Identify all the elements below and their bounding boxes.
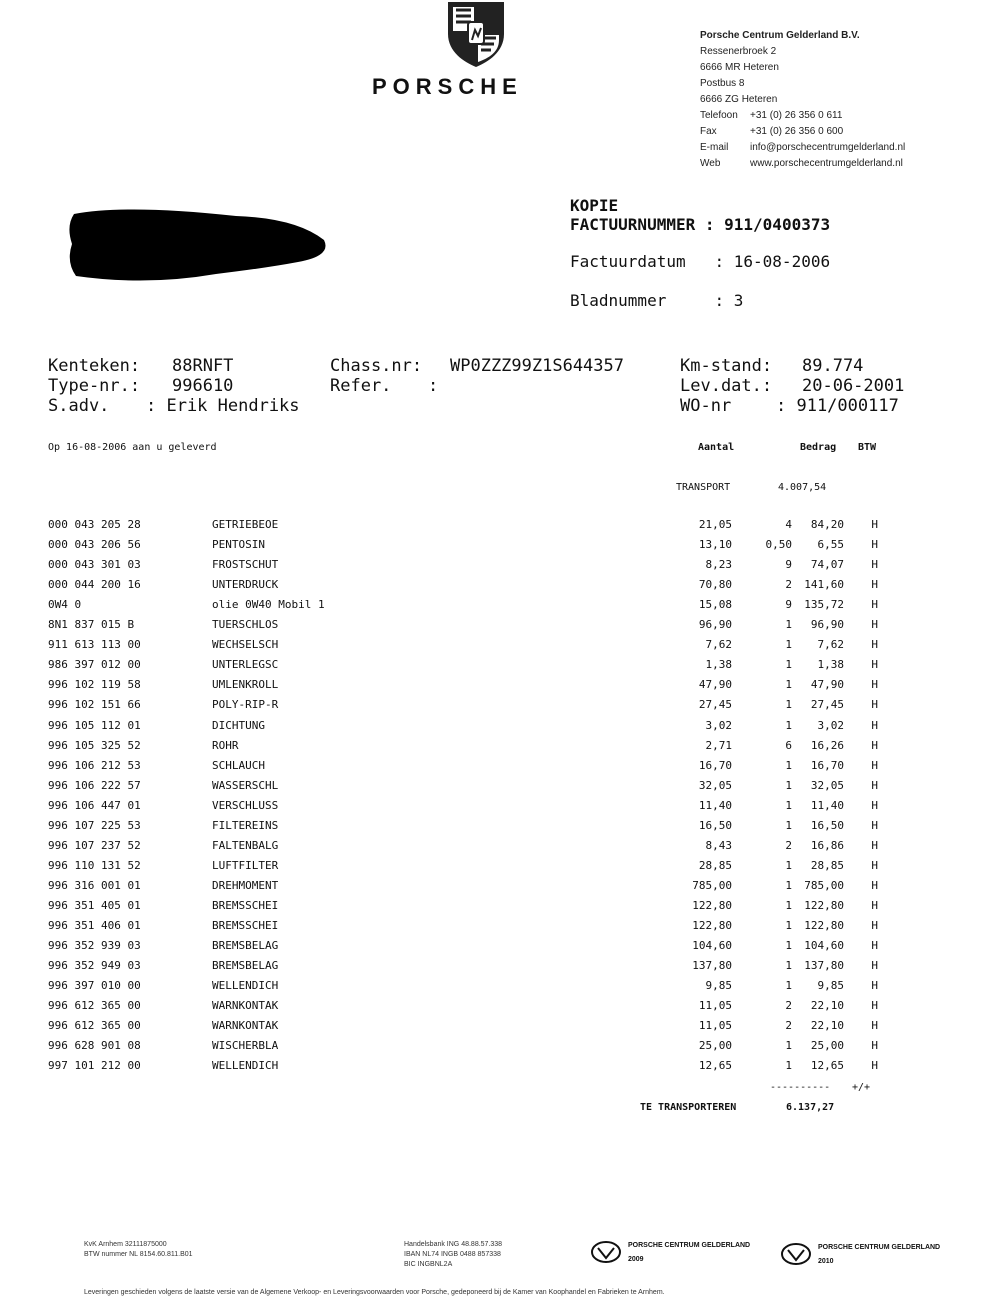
vat-code: H xyxy=(871,578,878,592)
quantity: 1 xyxy=(785,1039,792,1053)
part-number: 997 101 212 00 xyxy=(48,1059,141,1073)
line-amount: 135,72 xyxy=(804,598,844,612)
contact-value: info@porschecentrumgelderland.nl xyxy=(750,142,906,153)
line-amount: 27,45 xyxy=(810,698,844,712)
line-amount: 7,62 xyxy=(817,638,844,652)
vat-code: H xyxy=(871,698,878,712)
table-row xyxy=(48,879,888,899)
vat-code: H xyxy=(871,718,878,732)
carry-forward-label: TE TRANSPORTEREN xyxy=(640,1102,737,1113)
vat-code: H xyxy=(871,518,878,531)
quantity: 6 xyxy=(785,738,792,752)
part-description: BREMSSCHEI xyxy=(212,898,279,912)
vat-code: H xyxy=(871,898,878,912)
part-description: WASSERSCHL xyxy=(212,778,279,792)
vat-number-line: BTW nummer NL 8154.60.811.B01 xyxy=(84,1251,193,1258)
table-row xyxy=(48,799,888,819)
copy-label: KOPIE xyxy=(570,196,619,215)
bank-line: Handelsbank ING 48.88.57.338 xyxy=(404,1241,503,1248)
unit-price: 122,80 xyxy=(692,919,732,932)
porsche-crest-logo xyxy=(444,0,508,68)
part-description: UNTERLEGSC xyxy=(212,658,279,672)
unit-price: 12,65 xyxy=(698,1059,732,1073)
part-description: olie 0W40 Mobil 1 xyxy=(212,598,325,612)
table-row xyxy=(48,618,888,638)
table-row xyxy=(48,678,888,698)
line-amount: 6,55 xyxy=(817,538,844,552)
contact-email xyxy=(700,140,905,156)
page-label: Bladnummer xyxy=(570,291,667,310)
part-number: 996 106 212 53 xyxy=(48,758,141,772)
part-number: 0W4 0 xyxy=(48,598,82,612)
vat-code: H xyxy=(871,878,878,892)
address-line: 6666 MR Heteren xyxy=(700,62,779,73)
contact-label: E-mail xyxy=(700,142,729,153)
table-row xyxy=(48,1039,888,1059)
vat-code: H xyxy=(871,658,878,672)
line-amount: 74,07 xyxy=(810,558,844,572)
vat-code: H xyxy=(871,1039,878,1053)
part-description: FILTEREINS xyxy=(212,818,279,832)
vat-code: H xyxy=(871,979,878,993)
table-row xyxy=(48,638,888,658)
part-description: FALTENBALG xyxy=(212,838,279,852)
line-amount: 47,90 xyxy=(810,678,844,692)
part-number: 000 043 301 03 xyxy=(48,558,141,572)
part-description: ROHR xyxy=(212,738,239,752)
unit-price: 137,80 xyxy=(692,959,732,973)
contact-label: Telefoon xyxy=(700,110,738,121)
line-amount: 9,85 xyxy=(817,979,844,993)
part-description: WECHSELSCH xyxy=(212,638,279,652)
invoice-date: 16-08-2006 xyxy=(733,252,831,271)
part-number: 996 105 325 52 xyxy=(48,738,141,752)
part-description: WISCHERBLA xyxy=(212,1039,279,1053)
bank-details xyxy=(404,1240,502,1270)
dealer-seal-icon xyxy=(590,1240,622,1264)
table-row xyxy=(48,979,888,999)
bank-line: BIC INGBNL2A xyxy=(404,1261,453,1268)
type-label: Type-nr.: xyxy=(48,376,141,396)
table-row xyxy=(48,959,888,979)
vat-code: H xyxy=(871,558,878,572)
part-description: FROSTSCHUT xyxy=(212,558,279,572)
contact-value: +31 (0) 26 356 0 611 xyxy=(750,110,843,121)
part-number: 996 105 112 01 xyxy=(48,718,141,732)
line-amount: 141,60 xyxy=(804,578,844,592)
unit-price: 96,90 xyxy=(698,618,732,632)
line-amount: 16,70 xyxy=(810,758,844,772)
table-row xyxy=(48,999,888,1019)
part-number: 996 612 365 00 xyxy=(48,1019,141,1033)
quantity: 1 xyxy=(785,898,792,912)
vat-code: H xyxy=(871,538,878,552)
unit-price: 11,40 xyxy=(698,798,732,812)
part-number: 996 351 405 01 xyxy=(48,898,141,912)
part-number: 986 397 012 00 xyxy=(48,658,141,672)
bank-line: IBAN NL74 INGB 0488 857338 xyxy=(404,1251,501,1258)
unit-price: 70,80 xyxy=(698,578,732,592)
part-number: 996 107 225 53 xyxy=(48,818,141,832)
column-header-btw: BTW xyxy=(858,442,877,453)
refer-label: Refer. xyxy=(330,376,392,396)
unit-price: 47,90 xyxy=(698,678,732,692)
quantity: 2 xyxy=(785,838,792,852)
unit-price: 16,70 xyxy=(698,758,732,772)
quantity: 1 xyxy=(785,718,792,732)
unit-price: 7,62 xyxy=(705,638,732,652)
vat-code: H xyxy=(871,999,878,1013)
quantity: 0,50 xyxy=(765,538,792,552)
part-number: 996 106 222 57 xyxy=(48,778,141,792)
line-amount: 122,80 xyxy=(804,898,844,912)
table-row xyxy=(48,578,888,598)
line-amount: 16,86 xyxy=(810,838,844,852)
unit-price: 11,05 xyxy=(698,1019,732,1033)
quantity: 1 xyxy=(785,818,792,832)
part-number: 996 107 237 52 xyxy=(48,838,141,852)
contact-label: Web xyxy=(700,158,721,169)
line-amount: 1,38 xyxy=(817,658,844,672)
part-description: WELLENDICH xyxy=(212,1059,279,1073)
part-description: TUERSCHLOS xyxy=(212,618,279,632)
table-row xyxy=(48,558,888,578)
vat-code: H xyxy=(871,919,878,932)
unit-price: 1,38 xyxy=(705,658,732,672)
contact-value: www.porschecentrumgelderland.nl xyxy=(750,158,903,169)
kenteken-value: 88RNFT xyxy=(172,356,234,376)
table-row xyxy=(48,658,888,678)
vat-code: H xyxy=(871,678,878,692)
address-line: Ressenerbroek 2 xyxy=(700,46,777,57)
sum-separator: ---------- xyxy=(770,1082,831,1093)
unit-price: 122,80 xyxy=(692,898,732,912)
part-description: BREMSBELAG xyxy=(212,959,279,973)
table-row xyxy=(48,719,888,739)
part-description: WARNKONTAK xyxy=(212,1019,279,1033)
invoice-number-label: FACTUURNUMMER xyxy=(570,215,696,234)
column-header-qty: Aantal xyxy=(698,442,735,453)
part-description: BREMSBELAG xyxy=(212,939,279,953)
quantity: 9 xyxy=(785,558,792,572)
table-row xyxy=(48,839,888,859)
line-amount: 28,85 xyxy=(810,858,844,872)
quantity: 1 xyxy=(785,758,792,772)
table-row xyxy=(48,739,888,759)
unit-price: 27,45 xyxy=(698,698,732,712)
address-line: Postbus 8 xyxy=(700,78,745,89)
part-description: DREHMOMENT xyxy=(212,878,279,892)
vat-code: H xyxy=(871,838,878,852)
seal-name: PORSCHE CENTRUM GELDERLAND xyxy=(818,1244,941,1251)
table-row xyxy=(48,939,888,959)
refer-value: : xyxy=(428,376,439,396)
part-number: 996 397 010 00 xyxy=(48,979,141,993)
dealer-name: Porsche Centrum Gelderland B.V. xyxy=(700,30,860,41)
vat-code: H xyxy=(871,858,878,872)
part-description: GETRIEBEOE xyxy=(212,518,279,531)
part-number: 996 102 151 66 xyxy=(48,698,141,712)
delivery-date-label: Lev.dat.: xyxy=(680,376,773,396)
line-amount: 11,40 xyxy=(810,798,844,812)
part-description: POLY-RIP-R xyxy=(212,698,279,712)
part-number: 000 043 206 56 xyxy=(48,538,141,552)
part-number: 911 613 113 00 xyxy=(48,638,141,652)
redacted-customer-address xyxy=(66,204,334,284)
line-amount: 3,02 xyxy=(817,718,844,732)
part-number: 8N1 837 015 B xyxy=(48,618,135,632)
unit-price: 2,71 xyxy=(705,738,732,752)
part-number: 996 106 447 01 xyxy=(48,798,141,812)
seal-year: 2009 xyxy=(628,1256,644,1263)
vat-code: H xyxy=(871,598,878,612)
part-description: WELLENDICH xyxy=(212,979,279,993)
quantity: 1 xyxy=(785,778,792,792)
unit-price: 16,50 xyxy=(698,818,732,832)
dealer-address-block xyxy=(700,28,905,172)
unit-price: 104,60 xyxy=(692,939,732,953)
quantity: 1 xyxy=(785,919,792,932)
quantity: 1 xyxy=(785,1059,792,1073)
porsche-wordmark: PORSCHE xyxy=(372,74,523,99)
chassis-label: Chass.nr: xyxy=(330,356,423,376)
contact-value: +31 (0) 26 356 0 600 xyxy=(750,126,844,137)
quantity: 1 xyxy=(785,638,792,652)
part-number: 996 351 406 01 xyxy=(48,919,141,932)
part-number: 996 102 119 58 xyxy=(48,678,141,692)
vat-code: H xyxy=(871,1059,878,1073)
quantity: 1 xyxy=(785,618,792,632)
table-row xyxy=(48,1059,888,1079)
vat-code: H xyxy=(871,798,878,812)
table-row xyxy=(48,1019,888,1039)
work-order-label: WO-nr xyxy=(680,396,732,416)
vat-code: H xyxy=(871,638,878,652)
unit-price: 9,85 xyxy=(705,979,732,993)
line-amount: 16,26 xyxy=(810,738,844,752)
vat-code: H xyxy=(871,738,878,752)
quantity: 1 xyxy=(785,658,792,672)
dealer-seal-icon xyxy=(780,1242,812,1266)
part-description: DICHTUNG xyxy=(212,718,265,732)
quantity: 4 xyxy=(785,518,792,531)
table-row xyxy=(48,899,888,919)
transport-label: TRANSPORT xyxy=(676,482,731,493)
part-number: 996 612 365 00 xyxy=(48,999,141,1013)
vat-code: H xyxy=(871,778,878,792)
vat-code: H xyxy=(871,818,878,832)
line-amount: 84,20 xyxy=(810,518,844,531)
part-description: BREMSSCHEI xyxy=(212,919,279,932)
line-amount: 96,90 xyxy=(810,618,844,632)
company-registration xyxy=(84,1240,193,1260)
chassis-value: WP0ZZZ99Z1S644357 xyxy=(450,356,624,376)
contact-fax xyxy=(700,124,905,140)
seal-name: PORSCHE CENTRUM GELDERLAND xyxy=(628,1242,751,1249)
delivered-note: Op 16-08-2006 aan u geleverd xyxy=(48,442,217,453)
work-order-value: : 911/000117 xyxy=(776,396,899,416)
quantity: 1 xyxy=(785,959,792,973)
line-amount: 22,10 xyxy=(810,999,844,1013)
quantity: 1 xyxy=(785,798,792,812)
line-amount: 32,05 xyxy=(810,778,844,792)
invoice-date-label: Factuurdatum xyxy=(570,252,686,271)
unit-price: 25,00 xyxy=(698,1039,732,1053)
line-amount: 104,60 xyxy=(804,939,844,953)
quantity: 2 xyxy=(785,578,792,592)
transport-value: 4.007,54 xyxy=(778,482,827,493)
part-number: 000 044 200 16 xyxy=(48,578,141,592)
vat-code: H xyxy=(871,758,878,772)
quantity: 2 xyxy=(785,1019,792,1033)
carry-forward-value: 6.137,27 xyxy=(786,1102,835,1113)
table-row xyxy=(48,538,888,558)
unit-price: 8,43 xyxy=(705,838,732,852)
table-row xyxy=(48,819,888,839)
contact-label: Fax xyxy=(700,126,717,137)
table-row xyxy=(48,698,888,718)
invoice-number: 911/0400373 xyxy=(724,215,831,234)
table-row xyxy=(48,859,888,879)
part-description: SCHLAUCH xyxy=(212,758,265,772)
terms-note: Leveringen geschieden volgens de laatste versie van de Algemene Verkoop- en Leveringsvoorwaarden voor Porsche, gedeponeerd bij de Kamer van Koophandel en Fabrieken te Arnhem. xyxy=(84,1289,665,1296)
quantity: 1 xyxy=(785,939,792,953)
unit-price: 8,23 xyxy=(705,558,732,572)
quantity: 1 xyxy=(785,678,792,692)
table-row xyxy=(48,518,888,538)
table-row xyxy=(48,598,888,618)
contact-web xyxy=(700,156,905,172)
line-amount: 785,00 xyxy=(804,878,844,892)
part-description: UNTERDRUCK xyxy=(212,578,279,592)
km-value: 89.774 xyxy=(802,356,864,376)
type-value: 996610 xyxy=(172,376,234,396)
km-label: Km-stand: xyxy=(680,356,773,376)
unit-price: 32,05 xyxy=(698,778,732,792)
part-number: 996 110 131 52 xyxy=(48,858,141,872)
part-description: WARNKONTAK xyxy=(212,999,279,1013)
unit-price: 13,10 xyxy=(698,538,732,552)
unit-price: 15,08 xyxy=(698,598,732,612)
vat-code: H xyxy=(871,1019,878,1033)
kenteken-label: Kenteken: xyxy=(48,356,141,376)
part-number: 996 352 939 03 xyxy=(48,939,141,953)
line-amount: 137,80 xyxy=(804,959,844,973)
part-description: UMLENKROLL xyxy=(212,678,279,692)
delivery-date-value: 20-06-2001 xyxy=(802,376,905,396)
unit-price: 3,02 xyxy=(705,718,732,732)
unit-price: 21,05 xyxy=(698,518,732,531)
quantity: 2 xyxy=(785,999,792,1013)
address-line: 6666 ZG Heteren xyxy=(700,94,778,105)
line-amount: 12,65 xyxy=(810,1059,844,1073)
advisor-value: : Erik Hendriks xyxy=(146,396,300,416)
unit-price: 11,05 xyxy=(698,999,732,1013)
quantity: 1 xyxy=(785,979,792,993)
page-number: 3 xyxy=(733,291,744,310)
line-amount: 25,00 xyxy=(810,1039,844,1053)
contact-phone xyxy=(700,108,905,124)
part-number: 996 316 001 01 xyxy=(48,878,141,892)
part-description: PENTOSIN xyxy=(212,538,265,552)
part-number: 000 043 205 28 xyxy=(48,518,141,531)
part-description: LUFTFILTER xyxy=(212,858,279,872)
line-amount: 22,10 xyxy=(810,1019,844,1033)
advisor-label: S.adv. xyxy=(48,396,110,416)
quantity: 1 xyxy=(785,878,792,892)
invoice-header: KOPIE FACTUURNUMMER : 911/0400373 Factuurdatum : 16-08-2006 Bladnummer : 3 xyxy=(570,196,831,310)
unit-price: 785,00 xyxy=(692,878,732,892)
unit-price: 28,85 xyxy=(698,858,732,872)
vat-code: H xyxy=(871,618,878,632)
part-number: 996 352 949 03 xyxy=(48,959,141,973)
column-header-amount: Bedrag xyxy=(800,442,837,453)
sum-sign: +/+ xyxy=(852,1082,871,1093)
quantity: 1 xyxy=(785,698,792,712)
line-amount: 122,80 xyxy=(804,919,844,932)
part-number: 996 628 901 08 xyxy=(48,1039,141,1053)
table-row xyxy=(48,919,888,939)
quantity: 9 xyxy=(785,598,792,612)
vat-code: H xyxy=(871,939,878,953)
line-amount: 16,50 xyxy=(810,818,844,832)
table-row xyxy=(48,759,888,779)
vat-code: H xyxy=(871,959,878,973)
kvk-line: KvK Arnhem 32111875000 xyxy=(84,1241,167,1248)
quantity: 1 xyxy=(785,858,792,872)
seal-year: 2010 xyxy=(818,1258,834,1265)
table-row xyxy=(48,779,888,799)
part-description: VERSCHLUSS xyxy=(212,798,279,812)
